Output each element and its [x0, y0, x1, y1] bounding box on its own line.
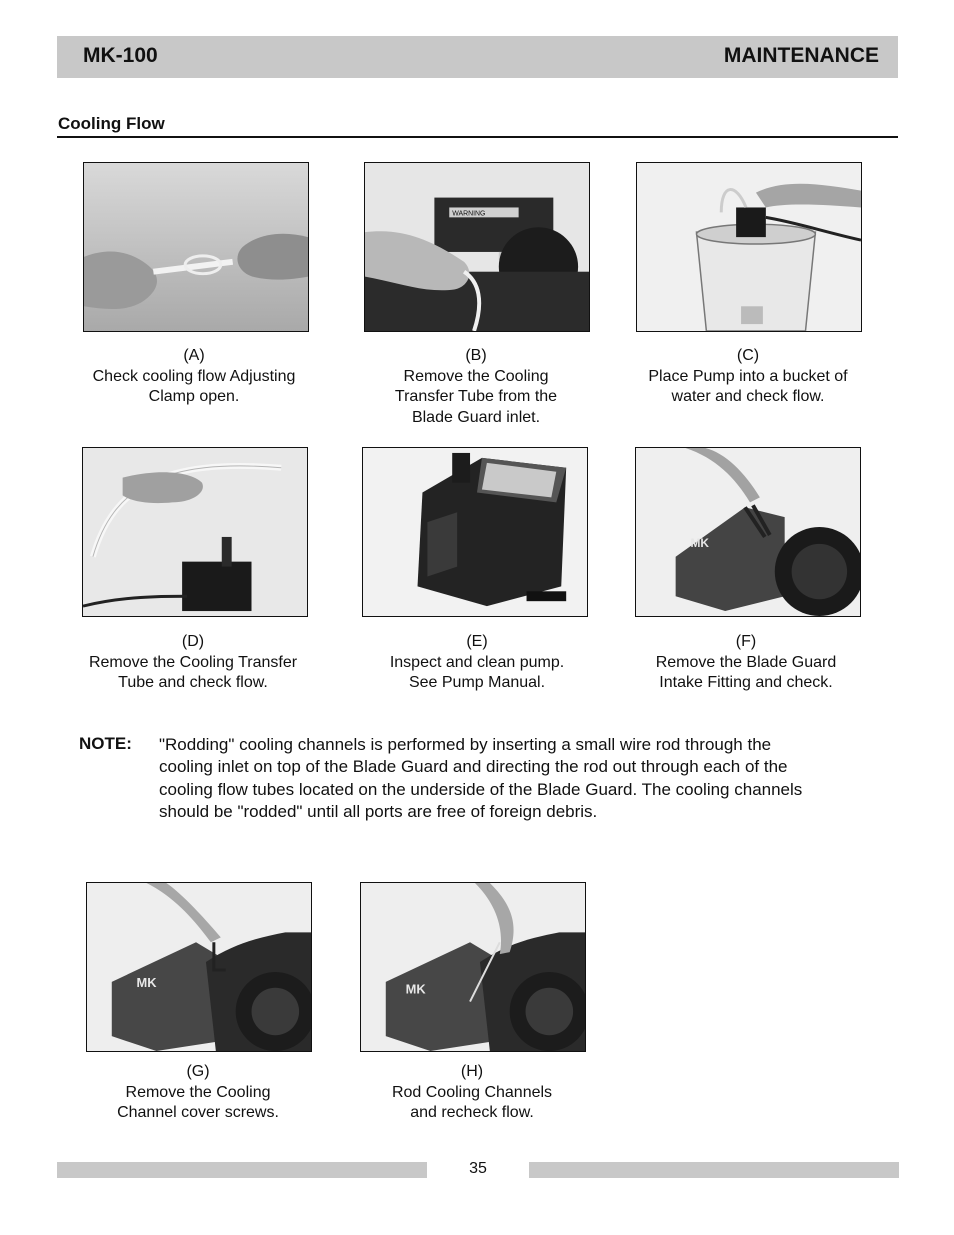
- caption-h-line-1: Rod Cooling Channels: [391, 1083, 553, 1101]
- photo-h-rod-channels: [360, 882, 586, 1052]
- caption-a-label: (A): [183, 347, 205, 364]
- header-model: MK-100: [83, 44, 158, 67]
- caption-g-label: (G): [186, 1063, 210, 1080]
- caption-c-line-1: Place Pump into a bucket of: [648, 367, 848, 385]
- caption-h-label: (H): [460, 1063, 484, 1080]
- photo-a-adjusting-clamp: [83, 162, 309, 332]
- photo-f-brand-logo: MK: [690, 535, 709, 550]
- caption-d-label: (D): [181, 633, 205, 650]
- caption-e-line-2: See Pump Manual.: [408, 674, 546, 691]
- caption-h: [342, 1062, 602, 1124]
- note-line-2: cooling inlet on top of the Blade Guard and directing the rod out through each of the: [159, 757, 788, 777]
- caption-e-line-1: Inspect and clean pump.: [389, 653, 565, 671]
- section-divider: [57, 136, 898, 138]
- photo-c-pump-bucket: [636, 162, 862, 332]
- caption-b-line-3: Blade Guard inlet.: [411, 408, 541, 426]
- photo-d-check-flow: [82, 447, 308, 617]
- caption-e-label: (E): [466, 633, 488, 650]
- note-line-1: "Rodding" cooling channels is performed by inserting a small wire rod through the: [159, 735, 772, 754]
- caption-d: [63, 632, 323, 694]
- caption-a: [64, 346, 324, 408]
- caption-d-line-2: Tube and check flow.: [118, 674, 268, 691]
- caption-b: [346, 346, 606, 428]
- caption-f-label: (F): [735, 633, 757, 650]
- caption-b-label: (B): [465, 347, 487, 364]
- caption-b-line-1: Remove the Cooling: [403, 367, 549, 385]
- caption-d-line-1: Remove the Cooling Transfer: [88, 653, 298, 671]
- caption-h-line-2: and recheck flow.: [410, 1104, 534, 1121]
- photo-g-cover-screws: [86, 882, 312, 1052]
- section-title: Cooling Flow: [58, 114, 165, 133]
- caption-a-line-1: Check cooling flow Adjusting: [92, 367, 296, 385]
- note-label: NOTE:: [79, 734, 132, 753]
- footer-bar-right: [529, 1162, 899, 1178]
- photo-h-brand-logo: MK: [405, 981, 426, 997]
- page-number: 35: [469, 1160, 487, 1177]
- caption-a-line-2: Clamp open.: [148, 388, 240, 405]
- caption-g-line-1: Remove the Cooling: [125, 1083, 271, 1101]
- caption-b-line-2: Transfer Tube from the: [394, 388, 558, 405]
- caption-e: [347, 632, 607, 694]
- photo-b-warning-label: WARNING: [452, 210, 486, 218]
- photo-b-transfer-tube: [364, 162, 590, 332]
- photo-g-brand-logo: MK: [136, 974, 157, 990]
- caption-c-label: (C): [736, 347, 760, 364]
- header-section: MAINTENANCE: [723, 44, 879, 67]
- caption-c-line-2: water and check flow.: [671, 388, 825, 405]
- note-text: [159, 734, 889, 823]
- photo-e-pump: [362, 447, 588, 617]
- caption-f-line-2: Intake Fitting and check.: [659, 674, 833, 691]
- photo-f-intake-fitting: [635, 447, 861, 617]
- caption-f: [616, 632, 876, 694]
- caption-f-line-1: Remove the Blade Guard: [655, 653, 837, 671]
- note-line-3: cooling flow tubes located on the underside of the Blade Guard. The cooling channels: [159, 779, 803, 799]
- note-line-4: should be "rodded" until all ports are free of foreign debris.: [159, 801, 598, 821]
- caption-g-line-2: Channel cover screws.: [117, 1104, 279, 1121]
- caption-c: [618, 346, 878, 408]
- caption-g: [68, 1062, 328, 1124]
- footer-bar-left: [57, 1162, 427, 1178]
